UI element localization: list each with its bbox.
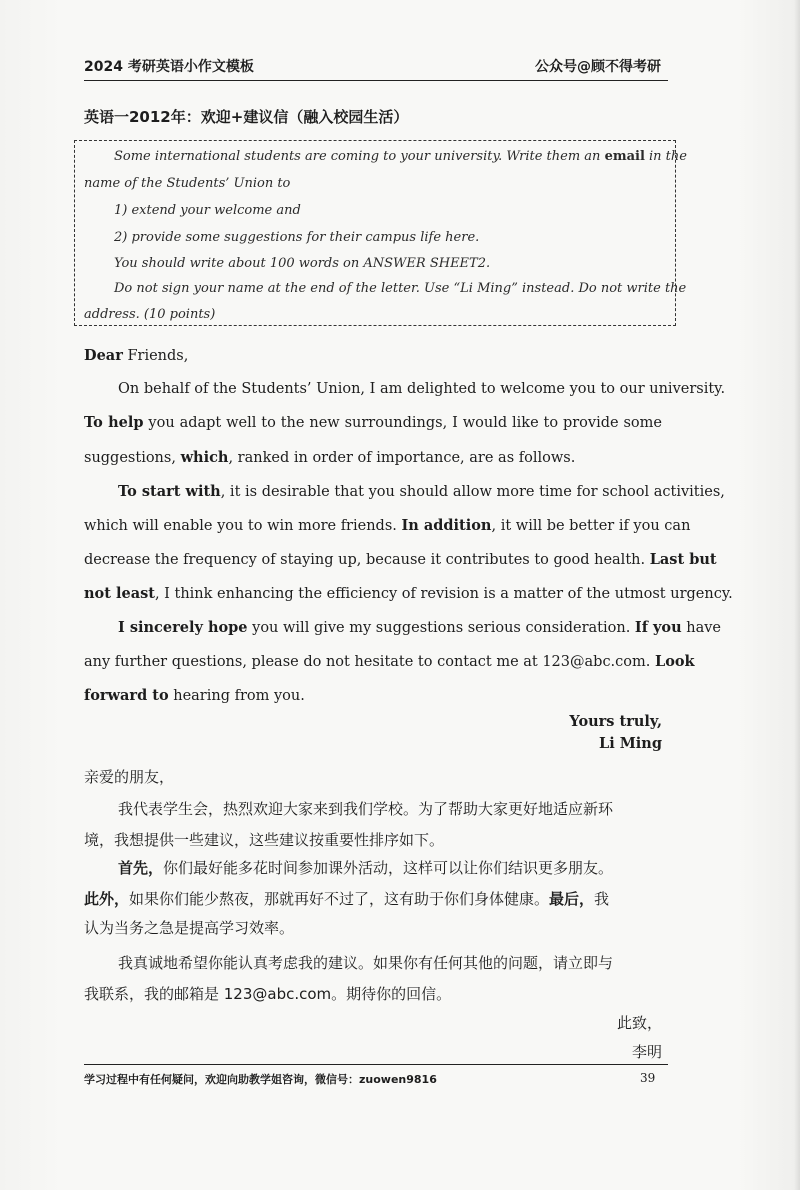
footer-divider — [84, 1064, 668, 1065]
prompt-line-5: You should write about 100 words on ANSWER SHEET2. — [114, 256, 491, 271]
letter-p2-line-3 — [84, 551, 717, 568]
prompt-line-4: 2) provide some suggestions for their campus life here. — [114, 230, 480, 245]
section-title: 英语一2012年：欢迎+建议信（融入校园生活） — [84, 108, 409, 126]
letter-text: which will enable you to win more friends. — [84, 518, 402, 534]
letter-p2-line-2 — [84, 517, 691, 534]
letter-p2-line-1 — [118, 483, 725, 500]
footer-contact: 学习过程中有任何疑问，欢迎向助教学姐咨询，微信号：zuowen9816 — [84, 1073, 437, 1086]
translation-text: 我 — [594, 890, 610, 908]
translation-salutation: 亲爱的朋友， — [84, 768, 175, 786]
translation-p3-line-1: 我真诚地希望你能认真考虑我的建议。如果你有任何其他的问题，请立即与 — [118, 954, 614, 972]
letter-closing: Yours truly, — [569, 713, 662, 730]
phrase-bold: To help — [84, 414, 144, 431]
salutation-text: Friends, — [122, 348, 189, 364]
phrase-bold: which — [180, 449, 229, 466]
prompt-text: Some international students are coming to your university. Write them an — [114, 149, 605, 164]
letter-text: , ranked in order of importance, are as follows. — [228, 450, 576, 466]
header-account: 公众号@顾不得考研 — [535, 59, 661, 75]
letter-p3-line-3 — [84, 687, 305, 704]
letter-text: hearing from you. — [168, 688, 305, 704]
header-divider — [84, 80, 668, 81]
letter-text: decrease the frequency of staying up, because it contributes to good health. — [84, 552, 650, 568]
translation-bold: 最后， — [549, 890, 595, 908]
phrase-bold: To start with — [118, 483, 221, 500]
letter-p1-line-2 — [84, 414, 662, 431]
letter-p3-line-1 — [118, 619, 722, 636]
prompt-text: in the — [644, 149, 687, 164]
salutation-bold: Dear — [84, 347, 123, 364]
translation-text: 如果你们能少熬夜，那就再好不过了，这有助于你们身体健康。 — [129, 890, 550, 908]
letter-text: have — [681, 620, 722, 636]
letter-p1-line-1: On behalf of the Students’ Union, I am delighted to welcome you to our university. — [118, 381, 726, 397]
translation-bold: 首先， — [118, 859, 164, 877]
prompt-line-6: Do not sign your name at the end of the letter. Use “Li Ming” instead. Do not write the — [114, 281, 687, 296]
translation-p1-line-2: 境，我想提供一些建议，这些建议按重要性排序如下。 — [84, 831, 445, 849]
translation-text: 你们最好能多花时间参加课外活动，这样可以让你们结识更多朋友。 — [163, 859, 614, 877]
prompt-line-7: address. (10 points) — [84, 307, 216, 322]
prompt-line-3: 1) extend your welcome and — [114, 203, 301, 218]
letter-signature: Li Ming — [599, 735, 662, 752]
letter-text: , I think enhancing the efficiency of revision is a matter of the utmost urgency. — [154, 586, 733, 602]
translation-p2-line-3: 认为当务之急是提高学习效率。 — [84, 919, 295, 937]
page-edge-shadow — [794, 0, 800, 1190]
translation-bold: 此外， — [84, 890, 130, 908]
translation-p2-line-2 — [84, 888, 609, 909]
translation-p3-line-2: 我联系，我的邮箱是 123@abc.com。期待你的回信。 — [84, 985, 452, 1003]
phrase-bold: Last but — [649, 551, 717, 568]
letter-p1-line-3 — [84, 449, 575, 466]
phrase-bold: Look — [655, 653, 695, 670]
letter-p2-line-4 — [84, 585, 733, 602]
phrase-bold: In addition — [401, 517, 492, 534]
letter-salutation — [84, 347, 188, 364]
phrase-bold: not least — [84, 585, 155, 602]
phrase-bold: forward to — [84, 687, 169, 704]
prompt-line-2: name of the Students’ Union to — [84, 176, 291, 191]
translation-signature: 李明 — [631, 1043, 662, 1061]
letter-text: suggestions, — [84, 450, 181, 466]
letter-text: you adapt well to the new surroundings, I would like to provide some — [143, 415, 662, 431]
letter-text: , it is desirable that you should allow more time for school activities, — [220, 484, 725, 500]
prompt-email-emphasis: email — [604, 149, 645, 164]
translation-p1-line-1: 我代表学生会，热烈欢迎大家来到我们学校。为了帮助大家更好地适应新环 — [118, 800, 614, 818]
letter-text: , it will be better if you can — [491, 518, 691, 534]
phrase-bold: I sincerely hope — [118, 619, 248, 636]
translation-closing: 此致， — [616, 1014, 662, 1032]
prompt-line-1 — [114, 149, 687, 164]
phrase-bold: If you — [634, 619, 682, 636]
letter-p3-line-2 — [84, 653, 695, 670]
translation-p2-line-1 — [118, 857, 613, 878]
header-title: 2024 考研英语小作文模板 — [84, 59, 254, 75]
page-number: 39 — [640, 1071, 656, 1085]
letter-text: any further questions, please do not hesitate to contact me at 123@abc.com. — [84, 654, 655, 670]
letter-text: you will give my suggestions serious consideration. — [247, 620, 635, 636]
